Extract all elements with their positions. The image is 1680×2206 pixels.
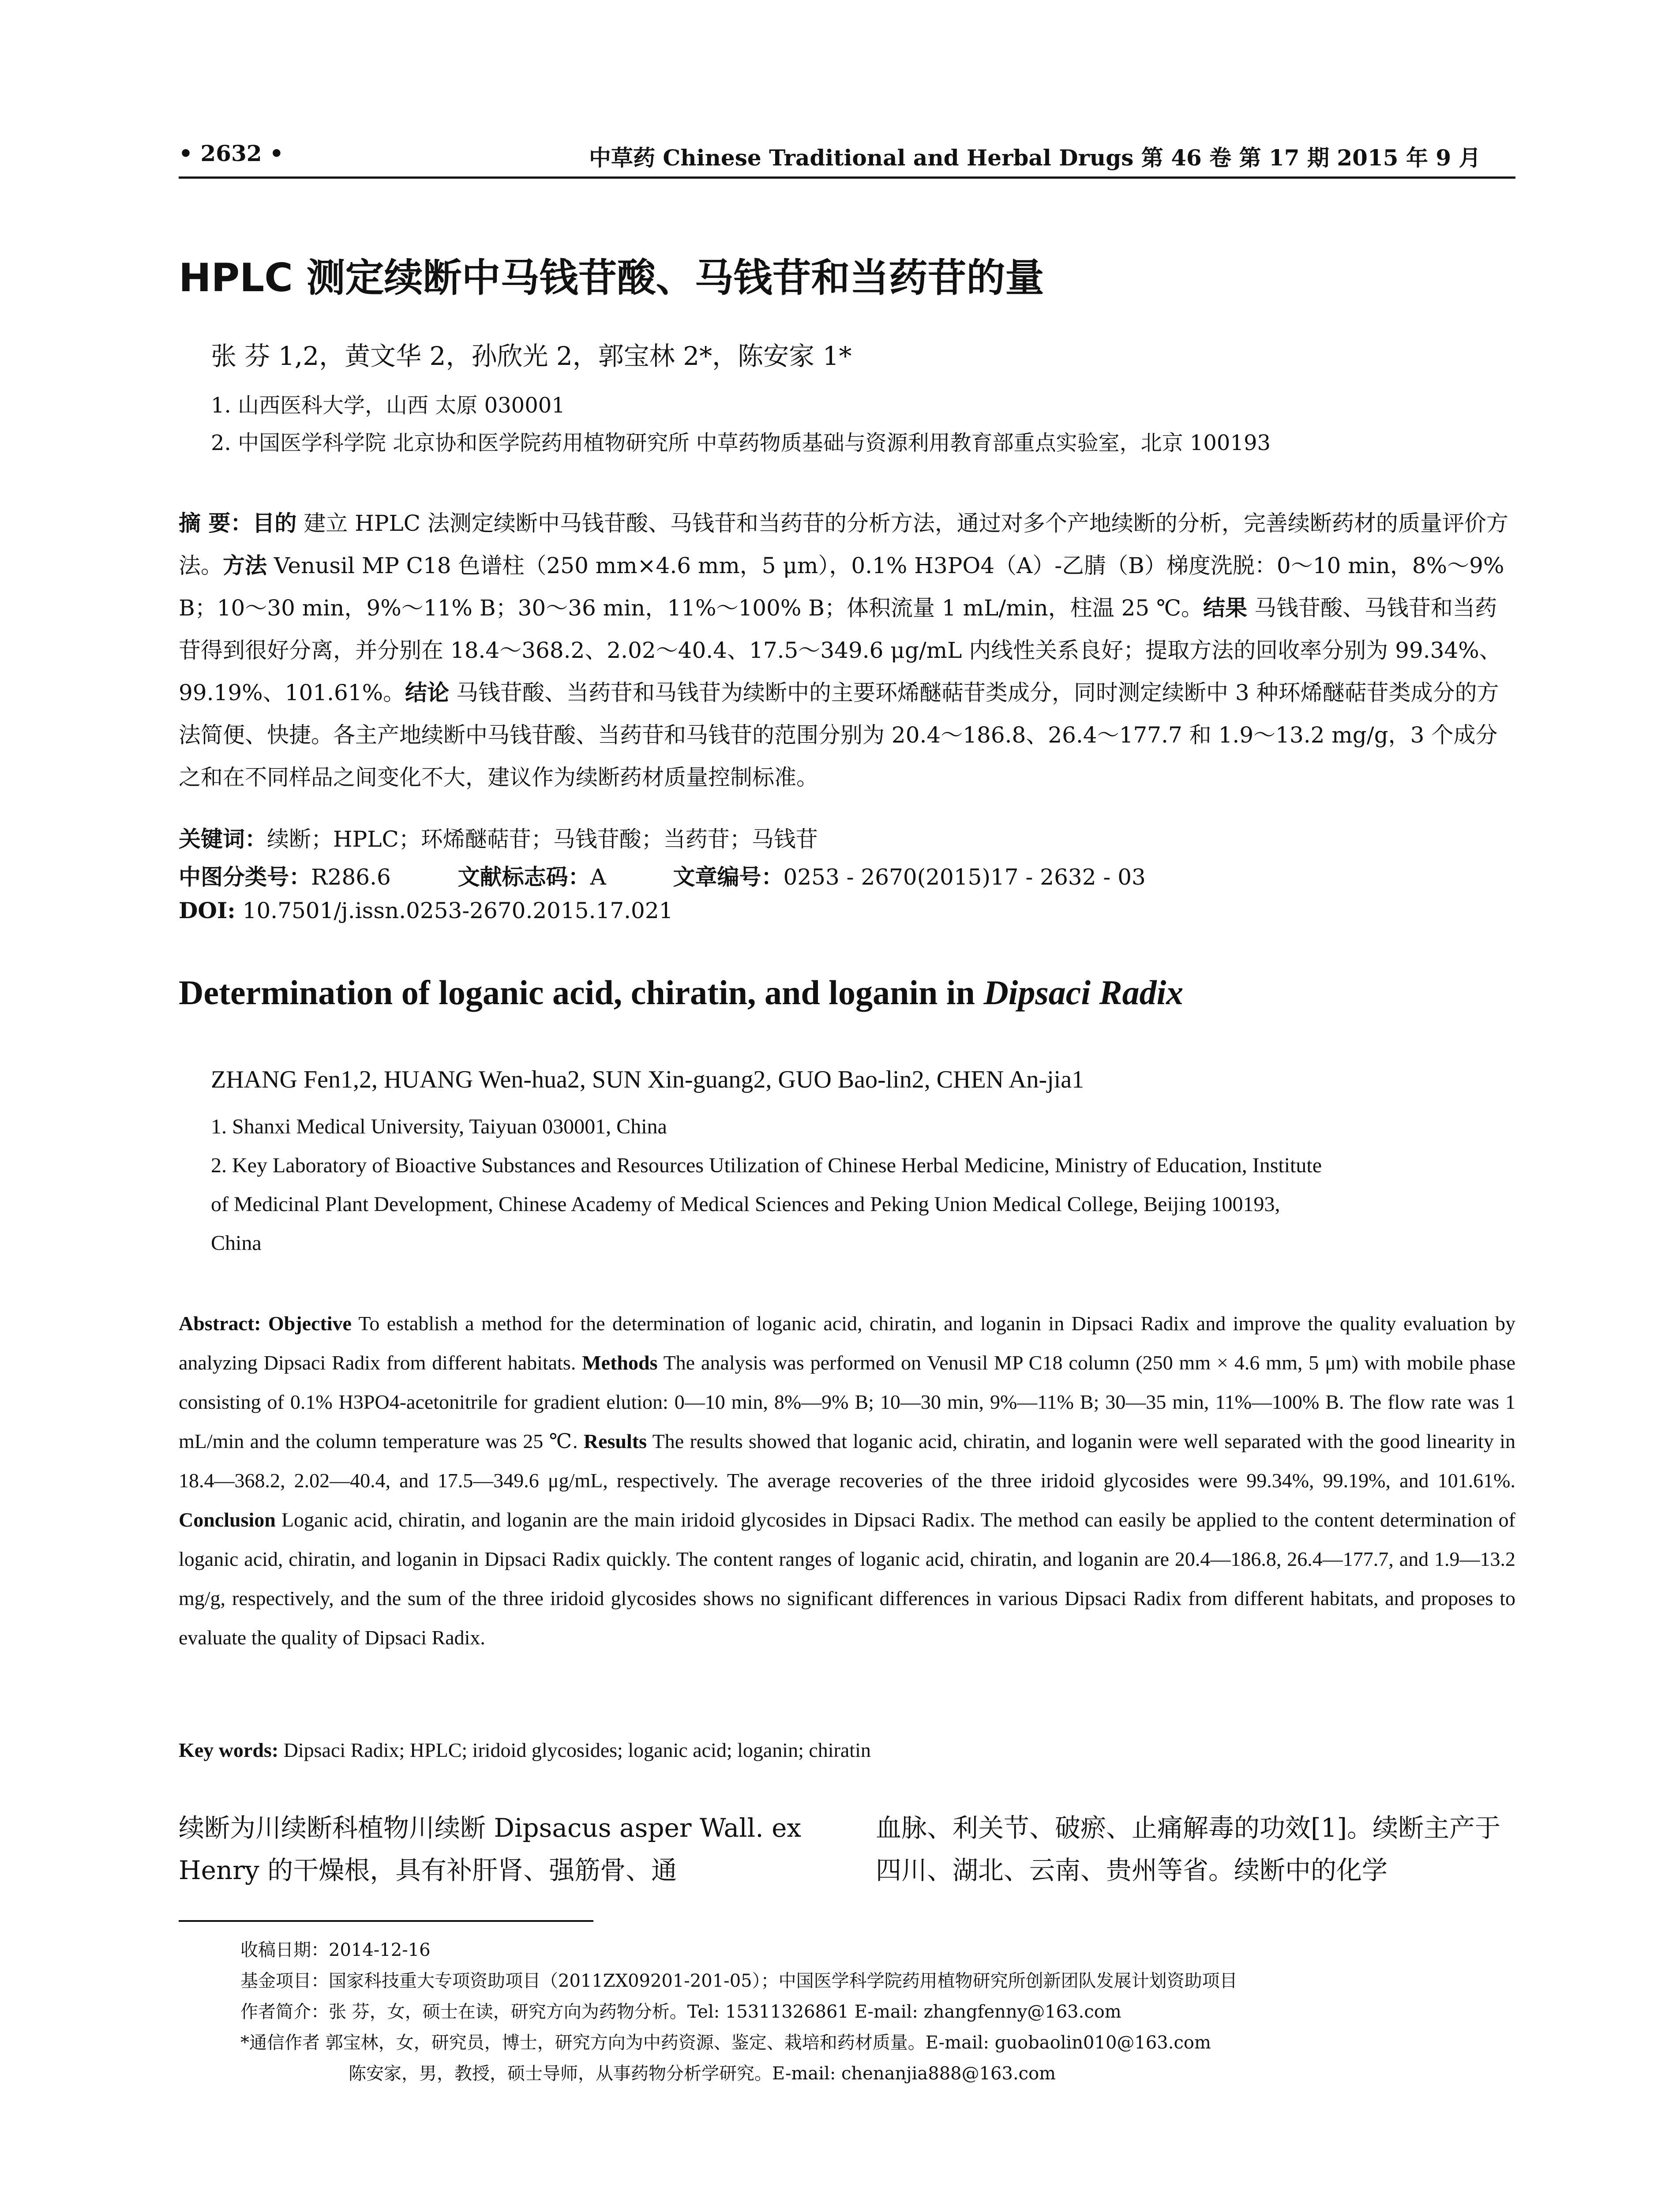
affiliation-en-2: 2. Key Laboratory of Bioactive Substances and Resources Utilization of Chinese Herbal Medicine, Ministry of Education, Institute — [211, 1154, 1322, 1177]
abstract-cn — [179, 502, 1511, 799]
footnote-received: 收稿日期：2014-12-16 — [240, 1940, 431, 1960]
conclusion-en-label: Conclusion — [179, 1508, 276, 1531]
header-rule — [179, 176, 1515, 179]
footnote-corresponding-1: *通信作者 郭宝林，女，研究员，博士，研究方向为中药资源、鉴定、栽培和药材质量。E-mail: guobaolin010@163.com — [240, 2033, 1211, 2053]
affiliation-cn-1: 1. 山西医科大学，山西 太原 030001 — [211, 393, 565, 418]
classification-line — [179, 859, 1146, 891]
methods-en-text: The analysis was performed on Venusil MP C18 column (250 mm × 4.6 mm, 5 μm) with mobile phase consisting of 0.1% H3PO4-acetonitrile for gradient elution: 0—10 min, 8%—9% B; 10—30 min, 9%—11% B; 30—35 min, 11%—100% B. The flow rate was 1 mL/min and the column temperature was 25 ℃. — [179, 1351, 1516, 1452]
body-column-right: 血脉、利关节、破瘀、止痛解毒的功效[1]。续断主产于四川、湖北、云南、贵州等省。续断中的化学 — [876, 1813, 1501, 1885]
doi-link[interactable]: 10.7501/j.issn.0253-2670.2015.17.021 — [242, 898, 673, 923]
article-number-label: 文章编号： — [673, 864, 784, 890]
results-text: 马钱苷酸、马钱苷和当药苷得到很好分离，并分别在 18.4～368.2、2.02～40.4、17.5～349.6 μg/mL 内线性关系良好；提取方法的回收率分别为 99.34%、99.19%、101.61%。 — [179, 595, 1501, 705]
objective-en-label: Objective — [268, 1312, 352, 1335]
affiliation-cn-2: 2. 中国医学科学院 北京协和医学院药用植物研究所 中草药物质基础与资源利用教育部重点实验室，北京 100193 — [211, 431, 1271, 455]
footnote-author: 作者简介：张 芬，女，硕士在读，研究方向为药物分析。Tel: 15311326861 E-mail: zhangfenny@163.com — [240, 2002, 1121, 2022]
doc-code-value: A — [590, 864, 606, 890]
conclusion-en-text: Loganic acid, chiratin, and loganin are the main iridoid glycosides in Dipsaci Radix. The method can easily be applied to the content determination of loganic acid, chiratin, and loganin in Dipsaci Radix quickly. The content ranges of loganic acid, chiratin, and loganin are 20.4—186.8, 26.4—177.7, and 1.9—13.2 mg/g, respectively, and the sum of the three iridoid glycosides shows no significant differences in various Dipsaci Radix from different habitats, and proposes to evaluate the quality of Dipsaci Radix. — [179, 1508, 1516, 1649]
results-en-label: Results — [583, 1430, 647, 1452]
article-title-cn: HPLC 测定续断中马钱苷酸、马钱苷和当药苷的量 — [179, 255, 1044, 300]
authors-en: ZHANG Fen1,2, HUANG Wen-hua2, SUN Xin-guang2, GUO Bao-lin2, CHEN An-jia1 — [211, 1066, 1084, 1093]
results-en-text: The results showed that loganic acid, chiratin, and loganin were well separated with the good linearity in 18.4—368.2, 2.02—40.4, and 17.5—349.6 μg/mL, respectively. The average recoveries of the three iridoid glycosides were 99.34%, 99.19%, and 101.61%. — [179, 1430, 1516, 1492]
article-title-en — [179, 973, 1183, 1013]
clc-label: 中图分类号： — [179, 864, 311, 890]
doc-code-label: 文献标志码： — [458, 864, 590, 890]
affiliation-en-2-cont2: China — [211, 1231, 262, 1255]
keywords-text: 续断；HPLC；环烯醚萜苷；马钱苷酸；当药苷；马钱苷 — [267, 826, 818, 852]
objective-en-text: To establish a method for the determination of loganic acid, chiratin, and loganin in Dipsaci Radix and improve the quality evaluation by analyzing Dipsaci Radix from different habitats. — [179, 1312, 1516, 1374]
title-en-plain: Determination of loganic acid, chiratin, and loganin in — [179, 973, 984, 1012]
methods-en-label: Methods — [582, 1351, 658, 1374]
authors-cn: 张 芬 1,2，黄文华 2，孙欣光 2，郭宝林 2*，陈安家 1* — [211, 341, 852, 371]
article-number-value: 0253 - 2670(2015)17 - 2632 - 03 — [783, 864, 1146, 890]
abstract-label: 摘 要： — [179, 510, 253, 536]
journal-info: 中草药 Chinese Traditional and Herbal Drugs 第 46 卷 第 17 期 2015 年 9 月 — [589, 145, 1481, 171]
clc-value: R286.6 — [311, 864, 391, 890]
affiliation-en-1: 1. Shanxi Medical University, Taiyuan 030001, China — [211, 1115, 667, 1138]
doi-label: DOI: — [179, 897, 236, 923]
keywords-en — [179, 1738, 871, 1762]
footnote-fund: 基金项目：国家科技重大专项资助项目（2011ZX09201-201-05）；中国医学科学院药用植物研究所创新团队发展计划资助项目 — [240, 1971, 1238, 1991]
body-column-left: 续断为川续断科植物川续断 Dipsacus asper Wall. ex Henry 的干燥根，具有补肝肾、强筋骨、通 — [179, 1813, 802, 1885]
abstract-en-label: Abstract: — [179, 1312, 261, 1335]
affiliation-en-2-cont: of Medicinal Plant Development, Chinese Academy of Medical Sciences and Peking Union Medical College, Beijing 100193, — [211, 1193, 1280, 1216]
running-header — [179, 140, 1511, 176]
keywords-cn — [179, 822, 818, 853]
conclusion-text: 马钱苷酸、当药苷和马钱苷为续断中的主要环烯醚萜苷类成分，同时测定续断中 3 种环烯醚萜苷类成分的方法简便、快捷。各主产地续断中马钱苷酸、当药苷和马钱苷的范围分别为 20.4～186.8、26.4～177.7 和 1.9～13.2 mg/g，3 个成分之和在不同样品之间变化不大，建议作为续断药材质量控制标准。 — [179, 680, 1499, 790]
conclusion-label: 结论 — [405, 680, 450, 705]
affiliations-en — [211, 1107, 1517, 1263]
methods-label: 方法 — [223, 553, 267, 578]
footnote-corresponding-2: 陈安家，男，教授，硕士导师，从事药物分析学研究。E-mail: chenanjia888@163.com — [349, 2063, 1056, 2084]
objective-label: 目的 — [252, 510, 297, 536]
doi-line — [179, 897, 673, 923]
keywords-en-label: Key words: — [179, 1739, 279, 1761]
page-number: • 2632 • — [179, 140, 284, 166]
footnote-rule — [179, 1920, 593, 1922]
abstract-en — [179, 1304, 1515, 1657]
objective-text: 建立 HPLC 法测定续断中马钱苷酸、马钱苷和当药苷的分析方法，通过对多个产地续断的分析，完善续断药材的质量评价方法。 — [179, 510, 1508, 578]
keywords-en-text: Dipsaci Radix; HPLC; iridoid glycosides; loganic acid; loganin; chiratin — [283, 1739, 871, 1761]
keywords-label: 关键词： — [179, 826, 267, 852]
methods-text: Venusil MP C18 色谱柱（250 mm×4.6 mm，5 μm），0.1% H3PO4（A）-乙腈（B）梯度洗脱：0～10 min，8%～9% B；10～30 min，9%～11% B；30～36 min，11%～100% B；体积流量 1 mL/min，柱温 25 ℃。 — [179, 553, 1504, 621]
title-en-italic: Dipsaci Radix — [983, 973, 1184, 1012]
results-label: 结果 — [1203, 595, 1248, 621]
